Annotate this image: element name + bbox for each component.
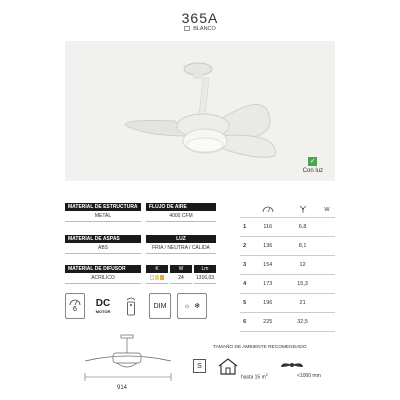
table-row [240,236,335,255]
light-spec-header: W [170,265,192,273]
spec-label: MATERIAL DE ESTRUCTURA [65,203,141,211]
fan-diameter: 914 [117,385,128,391]
gauge-icon [262,205,274,213]
table-row [240,293,335,312]
dc-label: DC [95,298,111,309]
spec-value: METAL [65,211,141,222]
rpm-value: 196 [249,293,286,312]
finish-option[interactable] [65,26,335,32]
rpm-value: 136 [249,236,286,255]
table-row [240,217,335,236]
speed-value: 3 [240,255,249,274]
light-spec-table [146,265,216,284]
feature-icons [65,293,235,321]
rpm-value: 154 [249,255,286,274]
season-feature [177,293,207,319]
fan-blade-icon [280,359,304,371]
spec-label: LUZ [146,235,216,243]
watt-value: 32,5 [286,312,319,331]
table-row [240,312,335,331]
speed-value: 4 [240,274,249,293]
watt-header: W [319,203,335,217]
table-row [240,274,335,293]
spec-label: FLUJO DE AIRE [146,203,216,211]
finish-label: BLANCO [193,26,216,32]
speeds-feature [65,293,85,319]
speed-header [240,203,249,217]
spec-value: ABS [65,243,141,254]
speed-value: 1 [240,217,249,236]
spec-airflow [146,203,216,222]
watt-value: 21 [286,293,319,312]
remote-control-feature [121,293,141,319]
spec-label: MATERIAL DE DIFUSOR [65,265,141,273]
speed-value: 5 [240,293,249,312]
product-sheet [65,0,335,400]
fan-dimension-drawing [75,333,195,385]
sun-icon: ☼ [183,302,191,310]
room-area [241,373,268,381]
light-label: Con luz [302,168,323,174]
watt-value: 15,3 [286,274,319,293]
ceiling-fan-illustration [65,41,335,181]
speed-value: 2 [240,236,249,255]
dc-motor-feature [93,293,113,319]
power-header [286,203,319,217]
table-row [240,255,335,274]
neutral-swatch [155,275,159,280]
dimensions-section [65,333,335,393]
watt-value: 12 [286,255,319,274]
light-spec-header: K [146,265,168,273]
finish-swatch[interactable] [184,26,190,31]
rpm-value: 225 [249,312,286,331]
dim-label: DIM [153,302,167,310]
motor-label: MOTOR [95,309,111,314]
gauge-icon [69,299,81,306]
light-spec-value: 1316,03 [194,273,216,284]
model-title: 365A [181,10,219,26]
spec-value: ACRÍLICO [65,273,141,284]
watt-value: 6,8 [286,217,319,236]
room-fan-diameter: <1000 mm [297,373,321,379]
warm-swatch [160,275,164,280]
house-icon [217,357,239,375]
spec-label: MATERIAL DE ASPAS [65,235,141,243]
snowflake-icon: ❄ [194,303,201,310]
speed-table [240,203,335,332]
product-image [65,41,335,181]
spec-value: 4000 CFM [146,211,216,222]
light-spec-header: Lm [194,265,216,273]
check-icon: ✓ [309,158,316,165]
color-temperature-swatches [146,273,168,284]
rpm-header [249,203,286,217]
room-size-title: TAMAÑO DE AMBIENTE RECOMENDADO [213,345,307,350]
spec-blades [65,235,141,254]
cool-swatch [150,275,154,280]
rpm-value: 116 [249,217,286,236]
watt-value: 8,1 [286,236,319,255]
remote-control-icon [124,296,138,316]
dimmable-feature [149,293,171,319]
spec-value: FRIA / NEUTRA / CÁLIDA [146,243,216,254]
speeds-count: 6 [73,306,77,313]
room-size-badge: S [193,359,206,373]
spec-structure [65,203,141,222]
light-badge [303,157,323,174]
speed-value: 6 [240,312,249,331]
room-area-superscript: 2 [265,373,268,377]
spec-light [146,235,216,254]
rpm-value: 173 [249,274,286,293]
fan-icon [298,205,308,213]
spec-diffuser [65,265,141,284]
room-area-text: hasta 15 m [241,374,266,381]
light-spec-value: 24 [170,273,192,284]
